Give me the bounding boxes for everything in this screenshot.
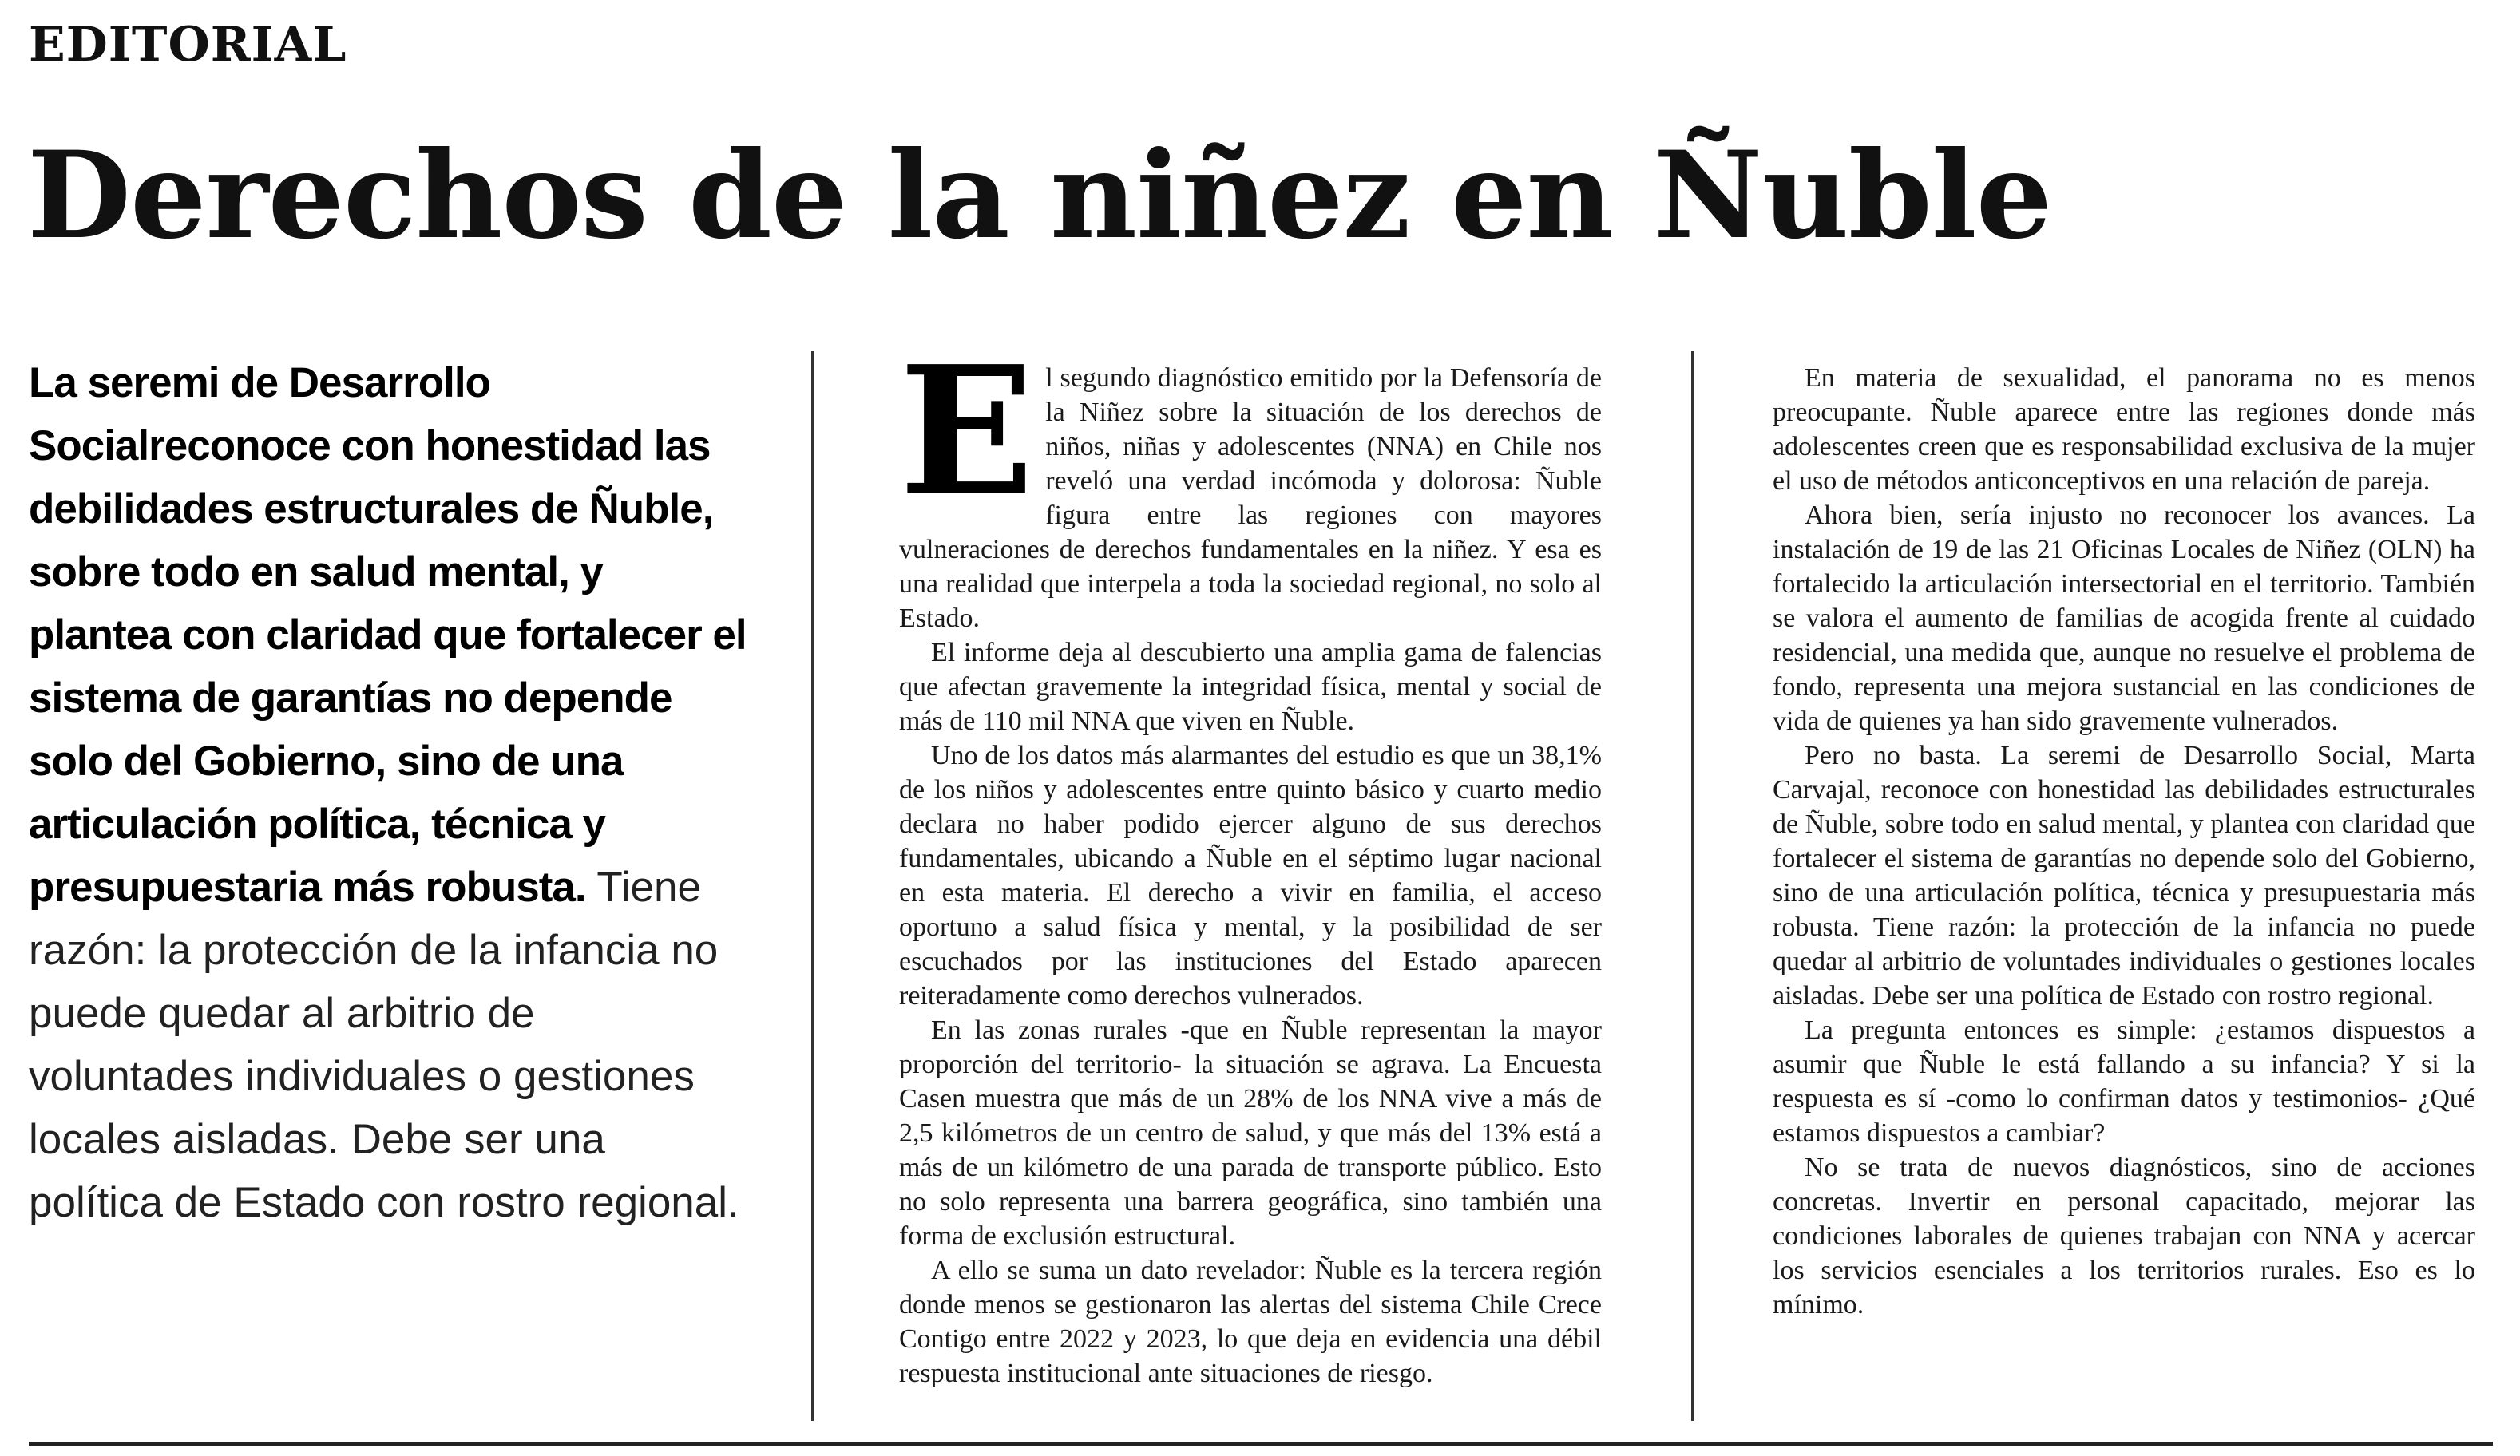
bottom-rule xyxy=(29,1442,2493,1446)
headline: Derechos de la niñez en Ñuble xyxy=(27,125,2052,266)
body-paragraph: En las zonas rurales -que en Ñuble representan la mayor proporción del territorio- la situación se agrava. La Encuesta Casen muestra que más de un 28% de los NNA vive a más de 2,5 kilómetros de un centro de salud, y que más del 13% está a más de un kilómetro de una parada de transporte público. Esto no solo representa una barrera geográfica, sino también una forma de exclusión estructural. xyxy=(899,1015,1602,1251)
body-paragraph xyxy=(899,328,1602,635)
body-paragraph: Pero no basta. La seremi de Desarrollo Social, Marta Carvajal, reconoce con honestidad las debilidades estructurales de Ñuble, sobre todo en salud mental, y plantea con claridad que fortalecer el sistema de garantías no depende solo del Gobierno, sino de una articulación política, técnica y presupuestaria más robusta. Tiene razón: la protección de la infancia no puede quedar al arbitrio de voluntades individuales o gestiones locales aisladas. Debe ser una política de Estado con rostro regional. xyxy=(1773,741,2475,1011)
body-column-2 xyxy=(1773,361,2475,1322)
lead-regular-text: Tiene razón: la protección de la infancia no puede quedar al arbitrio de voluntades individuales o gestiones locales aisladas. Debe ser una política de Estado con rostro regional. xyxy=(29,864,739,1226)
column-divider-right xyxy=(1691,351,1694,1421)
column-divider-left xyxy=(811,351,814,1421)
body-column-1 xyxy=(899,328,1602,1391)
body-paragraph: A ello se suma un dato revelador: Ñuble es la tercera región donde menos se gestionaron las alertas del sistema Chile Crece Contigo entre 2022 y 2023, lo que deja en evidencia una débil respuesta institucional ante situaciones de riesgo. xyxy=(899,1256,1602,1388)
lead-paragraph xyxy=(29,351,747,1234)
body-paragraph: En materia de sexualidad, el panorama no es menos preocupante. Ñuble aparece entre las regiones donde más adolescentes creen que es responsabilidad exclusiva de la mujer el uso de métodos anticonceptivos en una relación de pareja. xyxy=(1773,363,2475,496)
lead-bold-text: La seremi de Desarrollo Socialreconoce con honestidad las debilidades estructurales de Ñuble, sobre todo en salud mental, y plantea con claridad que fortalecer el sistema de garantías no depende solo del Gobierno, sino de una articulación política, técnica y presupuestaria más robusta. xyxy=(29,359,747,911)
body-paragraph: No se trata de nuevos diagnósticos, sino de acciones concretas. Invertir en personal capacitado, mejorar las condiciones laborales de quienes trabajan con NNA y acercar los servicios esenciales a los territorios rurales. Eso es lo mínimo. xyxy=(1773,1153,2475,1320)
drop-cap: E xyxy=(899,328,1035,536)
body-paragraph: Uno de los datos más alarmantes del estudio es que un 38,1% de los niños y adolescentes entre quinto básico y cuarto medio declara no haber podido ejercer alguno de sus derechos fundamentales, ubicando a Ñuble en el séptimo lugar nacional en esta materia. El derecho a vivir en familia, el acceso oportuno a salud física y mental, y la posibilidad de ser escuchados por las instituciones del Estado aparecen reiteradamente como derechos vulnerados. xyxy=(899,741,1602,1011)
body-paragraph: El informe deja al descubierto una amplia gama de falencias que afectan gravemente la integridad física, mental y social de más de 110 mil NNA que viven en Ñuble. xyxy=(899,638,1602,736)
body-paragraph: La pregunta entonces es simple: ¿estamos dispuestos a asumir que Ñuble le está fallando a su infancia? Y si la respuesta es sí -como lo confirman datos y testimonios- ¿Qué estamos dispuestos a cambiar? xyxy=(1773,1015,2475,1148)
section-label: EDITORIAL xyxy=(29,17,347,73)
body-paragraph-text: l segundo diagnóstico emitido por la Defensoría de la Niñez sobre la situación de los derechos de niños, niñas y adolescentes (NNA) en Chile nos reveló una verdad incómoda y dolorosa: Ñuble figura entre las regiones con mayores vulneraciones de derechos fundamentales en la niñez. Y esa es una realidad que interpela a toda la sociedad regional, no solo al Estado. xyxy=(899,363,1602,633)
body-paragraph: Ahora bien, sería injusto no reconocer los avances. La instalación de 19 de las 21 Oficinas Locales de Niñez (OLN) ha fortalecido la articulación intersectorial en el territorio. También se valora el aumento de familias de acogida frente al cuidado residencial, una medida que, aunque no resuelve el problema de fondo, representa una mejora sustancial en las condiciones de vida de quienes ya han sido gravemente vulnerados. xyxy=(1773,500,2475,736)
